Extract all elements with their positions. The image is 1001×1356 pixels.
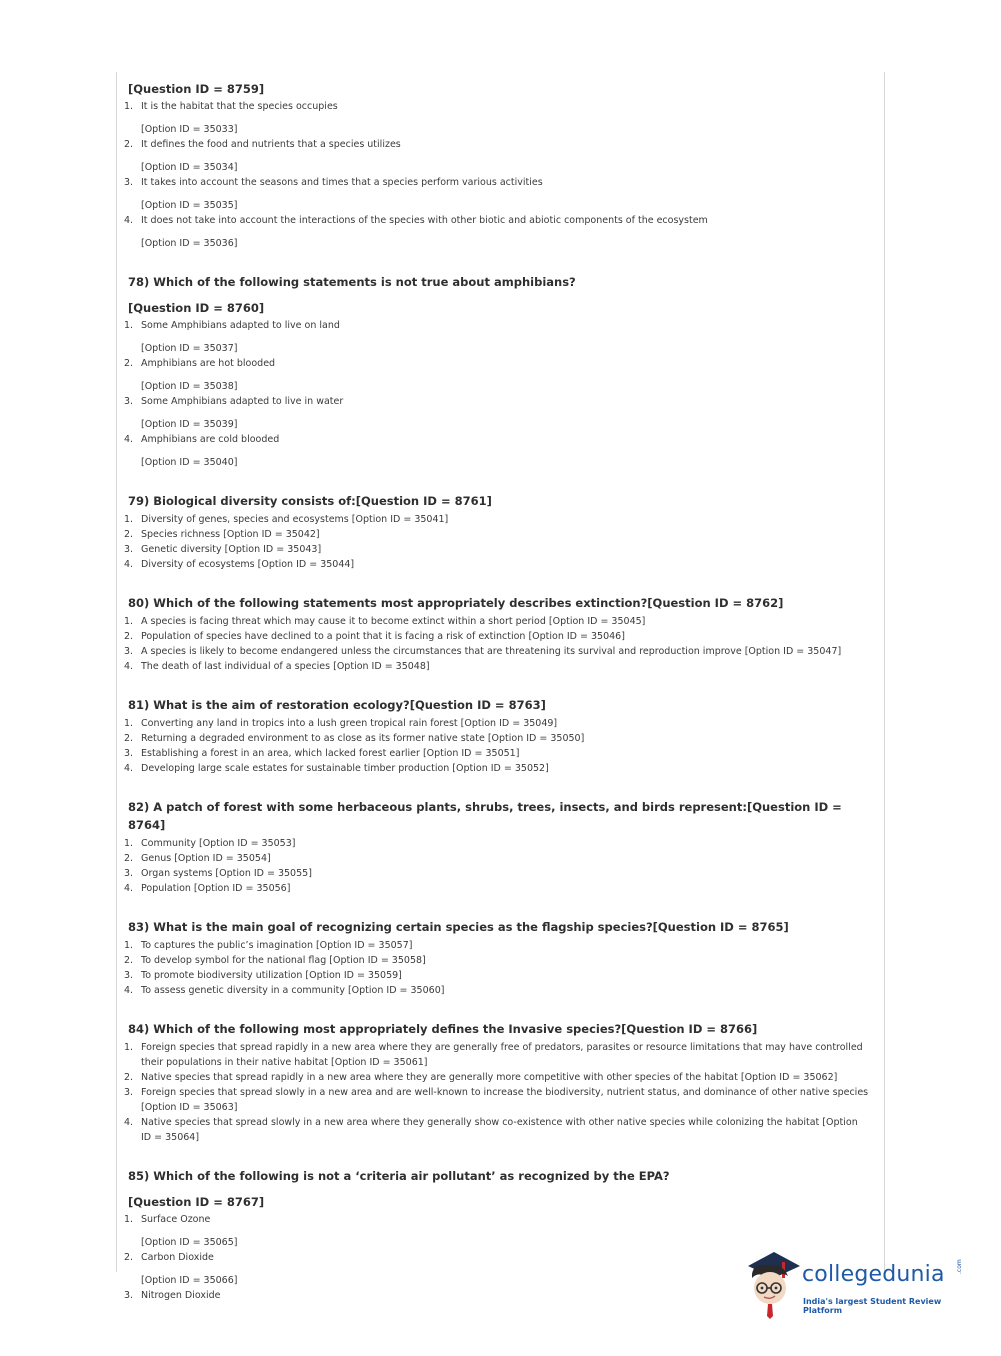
option-text: Genus [Option ID = 35054] [141, 853, 271, 864]
option-list [124, 512, 869, 572]
option-item [124, 938, 869, 953]
option-text: Native species that spread slowly in a new area where they generally show co-existence with other native species while colonizing the habitat [Option ID = 35064] [141, 1117, 858, 1143]
option-number: 1. [124, 101, 134, 112]
option-item [124, 953, 869, 968]
question-84 [124, 1020, 869, 1145]
option-id: [Option ID = 35066] [141, 1275, 238, 1286]
option-list [124, 99, 869, 251]
option-item [124, 866, 869, 881]
option-item [124, 716, 869, 731]
option-number: 2. [124, 853, 134, 864]
option-item [124, 542, 869, 557]
option-item [124, 512, 869, 527]
right-margin-rule [884, 72, 885, 1272]
option-id: [Option ID = 35065] [141, 1237, 238, 1248]
option-number: 4. [124, 559, 134, 570]
option-text: Some Amphibians adapted to live in water [141, 396, 344, 407]
question-82 [124, 798, 869, 896]
question-title: 83) What is the main goal of recognizing certain species as the flagship species?[Question ID = 8765] [128, 920, 789, 934]
option-item [124, 1212, 869, 1227]
option-number: 2. [124, 358, 134, 369]
option-id: [Option ID = 35034] [141, 162, 238, 173]
option-text: To promote biodiversity utilization [Option ID = 35059] [141, 970, 402, 981]
option-item [124, 432, 869, 447]
question-title: 84) Which of the following most appropriately defines the Invasive species?[Question ID = 8766] [128, 1022, 758, 1036]
question-id: [Question ID = 8767] [128, 1195, 265, 1209]
option-text: Diversity of genes, species and ecosystems [Option ID = 35041] [141, 514, 449, 525]
option-item [124, 746, 869, 761]
question-id: [Question ID = 8759] [128, 82, 265, 96]
question-78 [124, 273, 869, 470]
option-item [124, 659, 869, 674]
option-id: [Option ID = 35037] [141, 343, 238, 354]
option-text: To captures the public’s imagination [Option ID = 35057] [141, 940, 413, 951]
question-title: 82) A patch of forest with some herbaceous plants, shrubs, trees, insects, and birds represent:[Question ID = 8764] [128, 800, 842, 832]
option-item [124, 851, 869, 866]
question-79 [124, 492, 869, 572]
option-item [124, 1115, 869, 1145]
option-id: [Option ID = 35039] [141, 419, 238, 430]
option-item [124, 836, 869, 851]
option-number: 3. [124, 1087, 134, 1098]
option-text: Some Amphibians adapted to live on land [141, 320, 340, 331]
option-item [124, 356, 869, 371]
option-number: 2. [124, 1072, 134, 1083]
question-81 [124, 696, 869, 776]
option-text: Nitrogen Dioxide [141, 1290, 221, 1301]
option-number: 2. [124, 631, 134, 642]
question-80 [124, 594, 869, 674]
mascot-icon [742, 1248, 802, 1320]
collegedunia-logo[interactable] [742, 1248, 972, 1320]
option-item [124, 731, 869, 746]
option-text: Establishing a forest in an area, which lacked forest earlier [Option ID = 35051] [141, 748, 520, 759]
question-title: 85) Which of the following is not a ‘criteria air pollutant’ as recognized by the EPA? [128, 1169, 670, 1183]
option-number: 4. [124, 215, 134, 226]
option-id: [Option ID = 35036] [141, 238, 238, 249]
question-title: 81) What is the aim of restoration ecology?[Question ID = 8763] [128, 698, 546, 712]
option-text: It takes into account the seasons and times that a species perform various activities [141, 177, 543, 188]
option-number: 4. [124, 434, 134, 445]
option-text: Species richness [Option ID = 35042] [141, 529, 320, 540]
option-number: 1. [124, 616, 134, 627]
option-id: [Option ID = 35035] [141, 200, 238, 211]
option-text: A species is likely to become endangered unless the circumstances that are threatening its survival and reproduction improve [Option ID = 35047] [141, 646, 842, 657]
option-number: 4. [124, 763, 134, 774]
option-number: 3. [124, 1290, 134, 1301]
option-text: To assess genetic diversity in a community [Option ID = 35060] [141, 985, 445, 996]
option-item [124, 175, 869, 190]
option-text: Returning a degraded environment to as close as its former native state [Option ID = 35050] [141, 733, 585, 744]
option-text: Organ systems [Option ID = 35055] [141, 868, 312, 879]
option-item [124, 99, 869, 114]
option-text: Community [Option ID = 35053] [141, 838, 296, 849]
question-83 [124, 918, 869, 998]
option-text: Amphibians are cold blooded [141, 434, 280, 445]
option-number: 2. [124, 733, 134, 744]
option-text: Genetic diversity [Option ID = 35043] [141, 544, 322, 555]
option-number: 2. [124, 139, 134, 150]
option-list [124, 318, 869, 470]
option-text: Carbon Dioxide [141, 1252, 214, 1263]
option-item [124, 527, 869, 542]
option-list [124, 716, 869, 776]
option-number: 2. [124, 529, 134, 540]
option-id: [Option ID = 35033] [141, 124, 238, 135]
logo-wordmark: collegedunia [802, 1262, 945, 1287]
option-text: It does not take into account the interactions of the species with other biotic and abiotic components of the ecosystem [141, 215, 708, 226]
option-number: 3. [124, 544, 134, 555]
option-text: Surface Ozone [141, 1214, 211, 1225]
option-item [124, 1085, 869, 1115]
option-list [124, 836, 869, 896]
option-number: 1. [124, 838, 134, 849]
question-title: 80) Which of the following statements most appropriately describes extinction?[Question ID = 8762] [128, 596, 784, 610]
option-item [124, 137, 869, 152]
logo-tagline: India's largest Student Review Platform [803, 1297, 942, 1315]
option-number: 3. [124, 646, 134, 657]
option-number: 4. [124, 1117, 134, 1128]
option-text: Foreign species that spread rapidly in a new area where they are generally free of predators, parasites or resource limitations that may have controlled their populations in their native habitat [Option ID = 35061] [141, 1042, 863, 1068]
option-text: It defines the food and nutrients that a species utilizes [141, 139, 401, 150]
option-id: [Option ID = 35038] [141, 381, 238, 392]
option-number: 3. [124, 177, 134, 188]
option-item [124, 629, 869, 644]
option-item [124, 968, 869, 983]
logo-domain-suffix: .com [956, 1259, 963, 1274]
question-77-tail [124, 80, 869, 251]
option-list [124, 614, 869, 674]
option-number: 2. [124, 1252, 134, 1263]
option-number: 1. [124, 1214, 134, 1225]
option-text: Converting any land in tropics into a lush green tropical rain forest [Option ID = 35049] [141, 718, 558, 729]
option-number: 1. [124, 718, 134, 729]
option-text: To develop symbol for the national flag [Option ID = 35058] [141, 955, 426, 966]
option-number: 2. [124, 955, 134, 966]
option-item [124, 644, 869, 659]
option-item [124, 881, 869, 896]
option-text: Native species that spread rapidly in a new area where they are generally more competitive with other species of the habitat [Option ID = 35062] [141, 1072, 838, 1083]
option-item [124, 557, 869, 572]
option-id: [Option ID = 35040] [141, 457, 238, 468]
option-item [124, 213, 869, 228]
option-item [124, 318, 869, 333]
option-text: Population of species have declined to a point that it is facing a risk of extinction [Option ID = 35046] [141, 631, 625, 642]
option-text: Developing large scale estates for sustainable timber production [Option ID = 35052] [141, 763, 549, 774]
option-item [124, 983, 869, 998]
option-text: Foreign species that spread slowly in a new area and are well-known to increase the biodiversity, nutrient status, and dominance of other native species [Option ID = 35063] [141, 1087, 869, 1113]
option-item [124, 1070, 869, 1085]
option-text: Diversity of ecosystems [Option ID = 35044] [141, 559, 355, 570]
option-number: 1. [124, 1042, 134, 1053]
option-text: It is the habitat that the species occupies [141, 101, 338, 112]
option-number: 4. [124, 883, 134, 894]
option-number: 4. [124, 661, 134, 672]
option-number: 3. [124, 970, 134, 981]
option-item [124, 614, 869, 629]
option-number: 1. [124, 320, 134, 331]
question-title: 79) Biological diversity consists of:[Question ID = 8761] [128, 494, 492, 508]
option-number: 1. [124, 940, 134, 951]
option-number: 3. [124, 748, 134, 759]
question-paper-content [124, 80, 869, 1325]
option-list [124, 938, 869, 998]
option-text: Amphibians are hot blooded [141, 358, 276, 369]
option-number: 3. [124, 396, 134, 407]
option-text: A species is facing threat which may cause it to become extinct within a short period [Option ID = 35045] [141, 616, 646, 627]
option-number: 4. [124, 985, 134, 996]
option-text: Population [Option ID = 35056] [141, 883, 291, 894]
option-item [124, 394, 869, 409]
question-title: 78) Which of the following statements is not true about amphibians? [128, 275, 576, 289]
option-text: The death of last individual of a species [Option ID = 35048] [141, 661, 430, 672]
option-number: 3. [124, 868, 134, 879]
question-id: [Question ID = 8760] [128, 301, 265, 315]
option-item [124, 761, 869, 776]
left-margin-rule [116, 72, 117, 1272]
option-item [124, 1040, 869, 1070]
option-number: 1. [124, 514, 134, 525]
option-list [124, 1040, 869, 1145]
